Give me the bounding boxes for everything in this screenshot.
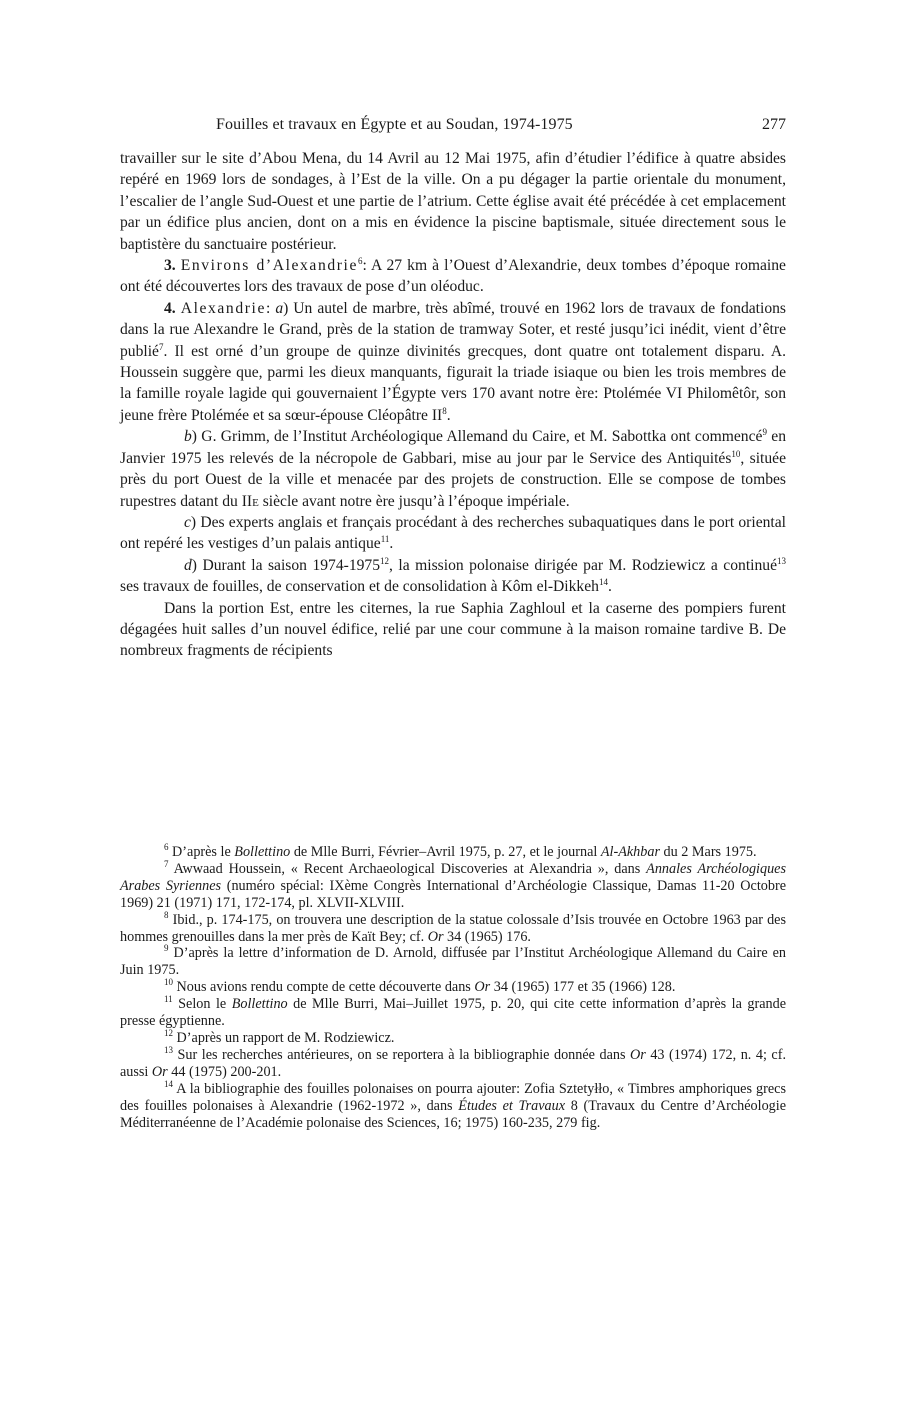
footnote-text: 34 (1965) 176. xyxy=(443,928,531,945)
paragraph-text: ) Des experts anglais et français procédant à des recherches subaquatiques dans le port oriental ont repéré les vestiges d’un palais antique xyxy=(120,513,786,553)
paragraph-text: ) Un autel de marbre, très abîmé, trouvé en 1962 lors de travaux de fondations dans la rue Alexandre le Grand, près de la station de tramway Soter, et resté jusqu’ici inédit, vient d’être publié xyxy=(120,299,786,360)
footnote-number: 7 xyxy=(164,858,169,869)
item-letter: c xyxy=(184,513,191,531)
paragraph-text: en Janvier 1975 les relevés de la nécropole de Gabbari, mise au jour par le Service des Antiquités xyxy=(120,428,786,467)
footnote-number: 14 xyxy=(164,1078,173,1089)
footnote-number: 13 xyxy=(164,1044,173,1055)
footnote-number: 6 xyxy=(164,842,169,852)
paragraph-alexandrie-d xyxy=(120,555,786,598)
footnote-9 xyxy=(120,945,786,979)
footnote-text: de Mlle Burri, Février–Avril 1975, p. 27, et le journal xyxy=(290,844,601,860)
footnote-title: Bollettino xyxy=(231,996,288,1013)
section-number: 3. xyxy=(164,257,176,275)
footnote-ref: 8 xyxy=(442,405,447,416)
paragraph-environs-alexandrie xyxy=(120,255,786,298)
footnote-number: 11 xyxy=(164,994,173,1005)
running-title: Fouilles et travaux en Égypte et au Soudan, 1974-1975 xyxy=(216,116,573,133)
item-letter: d xyxy=(184,556,192,574)
footnote-text: Awwaad Houssein, « Recent Archaeological Discoveries at Alexandria », dans xyxy=(168,860,647,877)
paragraph-text: ses travaux de fouilles, de conservation et de consolidation à Kôm el-Dikkeh xyxy=(120,578,599,596)
footnote-text: A la bibliographie des fouilles polonaises on pourra ajouter: Zofia Sztetyłło, « Timbres amphoriques grecs des fouilles polonaises à Alexandrie (1962-1972 », dans xyxy=(120,1080,786,1114)
footnote-11 xyxy=(120,996,786,1030)
footnote-text: D’après le xyxy=(168,844,235,860)
footnote-text: D’après un rapport de M. Rodziewicz. xyxy=(173,1029,395,1046)
footnote-title: Or xyxy=(427,928,444,945)
paragraph-text: siècle avant notre ère jusqu’à l’époque impériale. xyxy=(258,492,570,510)
paragraph-text: . xyxy=(389,535,394,553)
footnote-text: de Mlle Burri, Mai–Juillet 1975, p. 20, qui cite cette information d’après la grande presse égyptienne. xyxy=(120,996,786,1030)
footnote-text: 43 (1974) 172, n. 4; cf. aussi xyxy=(120,1046,786,1080)
footnote-number: 8 xyxy=(164,909,169,920)
footnotes xyxy=(120,844,786,1131)
century-numeral: IIe xyxy=(241,492,259,510)
paragraph-alexandrie-a xyxy=(120,298,786,426)
footnote-title: Al-Akhbar xyxy=(600,844,660,860)
paragraph-text: ) Durant la saison 1974-1975 xyxy=(191,556,381,574)
footnote-text: (numéro spécial: IXème Congrès International d’Archéologie Classique, Damas 11-20 Octobre 1969) 21 (1971) 171, 172-174, pl. XLVII-XLVIII. xyxy=(120,877,786,911)
section-number: 4. xyxy=(164,299,176,317)
page-number: 277 xyxy=(762,116,786,133)
footnote-ref: 10 xyxy=(731,448,741,459)
paragraph-alexandrie-c xyxy=(120,512,786,555)
footnote-title: Or xyxy=(474,979,491,996)
footnote-number: 12 xyxy=(164,1027,173,1038)
footnote-14 xyxy=(120,1078,787,1132)
footnote-title: Études et Travaux xyxy=(458,1097,566,1114)
item-letter: a xyxy=(275,299,284,317)
paragraph-text: , située près du port Ouest de la ville et menacée par des projets de construction. Elle se compose de tombes rupestres datant du xyxy=(120,449,787,510)
footnote-ref: 7 xyxy=(158,341,164,352)
paragraph-alexandrie-b xyxy=(120,426,786,512)
footnote-title: Or xyxy=(630,1046,646,1063)
footnote-ref: 12 xyxy=(380,555,390,566)
paragraph-text: . xyxy=(446,406,451,424)
item-letter: b xyxy=(184,428,192,446)
footnote-title: Bollettino xyxy=(234,844,291,860)
footnote-text: 34 (1965) 177 et 35 (1966) 128. xyxy=(490,979,676,996)
footnote-text: Nous avions rendu compte de cette découverte dans xyxy=(173,979,475,996)
footnote-text: du 2 Mars 1975. xyxy=(660,844,757,860)
footnote-text: 44 (1975) 200-201. xyxy=(167,1063,282,1080)
place-name: Environs d’Alexandrie xyxy=(180,257,358,275)
place-name: Alexandrie xyxy=(180,299,266,317)
footnote-ref: 13 xyxy=(777,555,786,566)
footnote-7 xyxy=(120,858,786,912)
footnote-ref: 9 xyxy=(762,427,767,438)
footnote-text: Ibid., p. 174-175, on trouvera une description de la statue colossale d’Isis trouvée en Octobre 1963 par des hommes grenouilles dans la mer près de Kaït Bey; cf. xyxy=(120,911,786,945)
paragraph-text: , la mission polonaise dirigée par M. Rodziewicz a continué xyxy=(389,556,777,574)
paragraph-text: ) G. Grimm, de l’Institut Archéologique Allemand du Caire, et M. Sabottka ont commencé xyxy=(191,428,763,446)
footnote-title: Annales Archéologiques Arabes Syriennes xyxy=(120,860,786,894)
footnote-number: 9 xyxy=(164,943,169,954)
paragraph-text: : xyxy=(265,299,276,317)
footnote-10 xyxy=(120,979,786,996)
paragraph-text: : A 27 km à l’Ouest d’Alexandrie, deux tombes d’époque romaine ont été découvertes lors des travaux de pose d’un oléoduc. xyxy=(120,257,786,296)
paragraph-text: . xyxy=(607,578,612,596)
footnote-12 xyxy=(120,1027,786,1047)
footnote-number: 10 xyxy=(164,977,173,988)
footnote-text: Selon le xyxy=(172,996,232,1013)
footnote-8 xyxy=(120,909,786,946)
footnote-ref: 6 xyxy=(358,256,363,267)
paragraph-kom-el-dikkeh: Dans la portion Est, entre les citernes, la rue Saphia Zaghloul et la caserne des pompiers furent dégagées huit salles d’un nouvel édifice, relié par une cour commune à la maison romaine tardive B. De nombreux fragments de récipients xyxy=(120,599,786,660)
footnote-ref: 14 xyxy=(598,577,608,588)
footnote-6 xyxy=(120,844,786,861)
footnote-title: Or xyxy=(151,1063,168,1080)
footnote-ref: 11 xyxy=(380,534,390,545)
footnote-text: 8 (Travaux du Centre d’Archéologie Méditerranéenne de l’Académie polonaise des Sciences, 16; 1975) 160-235, 279 fig. xyxy=(120,1097,787,1131)
main-text xyxy=(120,148,786,662)
paragraph-text: . Il est orné d’un groupe de quinze divinités grecques, dont quatre ont totalement disparu. A. Houssein suggère que, parmi les dieux manquants, figurait la triade isiaque ou bien les trois membres de la famille royale lagide qui gouvernaient l’Égypte vers 170 avant notre ère: Ptolémée VI Philomêtôr, son jeune frère Ptolémée et sa sœur-épouse Cléopâtre II xyxy=(120,342,786,424)
footnote-13 xyxy=(120,1044,786,1081)
footnote-text: Sur les recherches antérieures, on se reportera à la bibliographie donnée dans xyxy=(173,1046,631,1063)
running-header xyxy=(120,116,786,138)
footnote-text: D’après la lettre d’information de D. Arnold, diffusée par l’Institut Archéologique Allemand du Caire en Juin 1975. xyxy=(120,945,786,979)
paragraph-abou-mena: travailler sur le site d’Abou Mena, du 14 Avril au 12 Mai 1975, afin d’étudier l’édifice à quatre absides repéré en 1969 lors de sondages, à l’Est de la ville. On a pu dégager la partie orientale du monument, l’escalier de l’angle Sud-Ouest et une partie de l’atrium. Cette église avait été précédée à cet emplacement par un édifice plus ancien, dont on a mis en évidence la piscine baptismale, située directement sous le baptistère du sanctuaire postérieur. xyxy=(120,150,786,253)
